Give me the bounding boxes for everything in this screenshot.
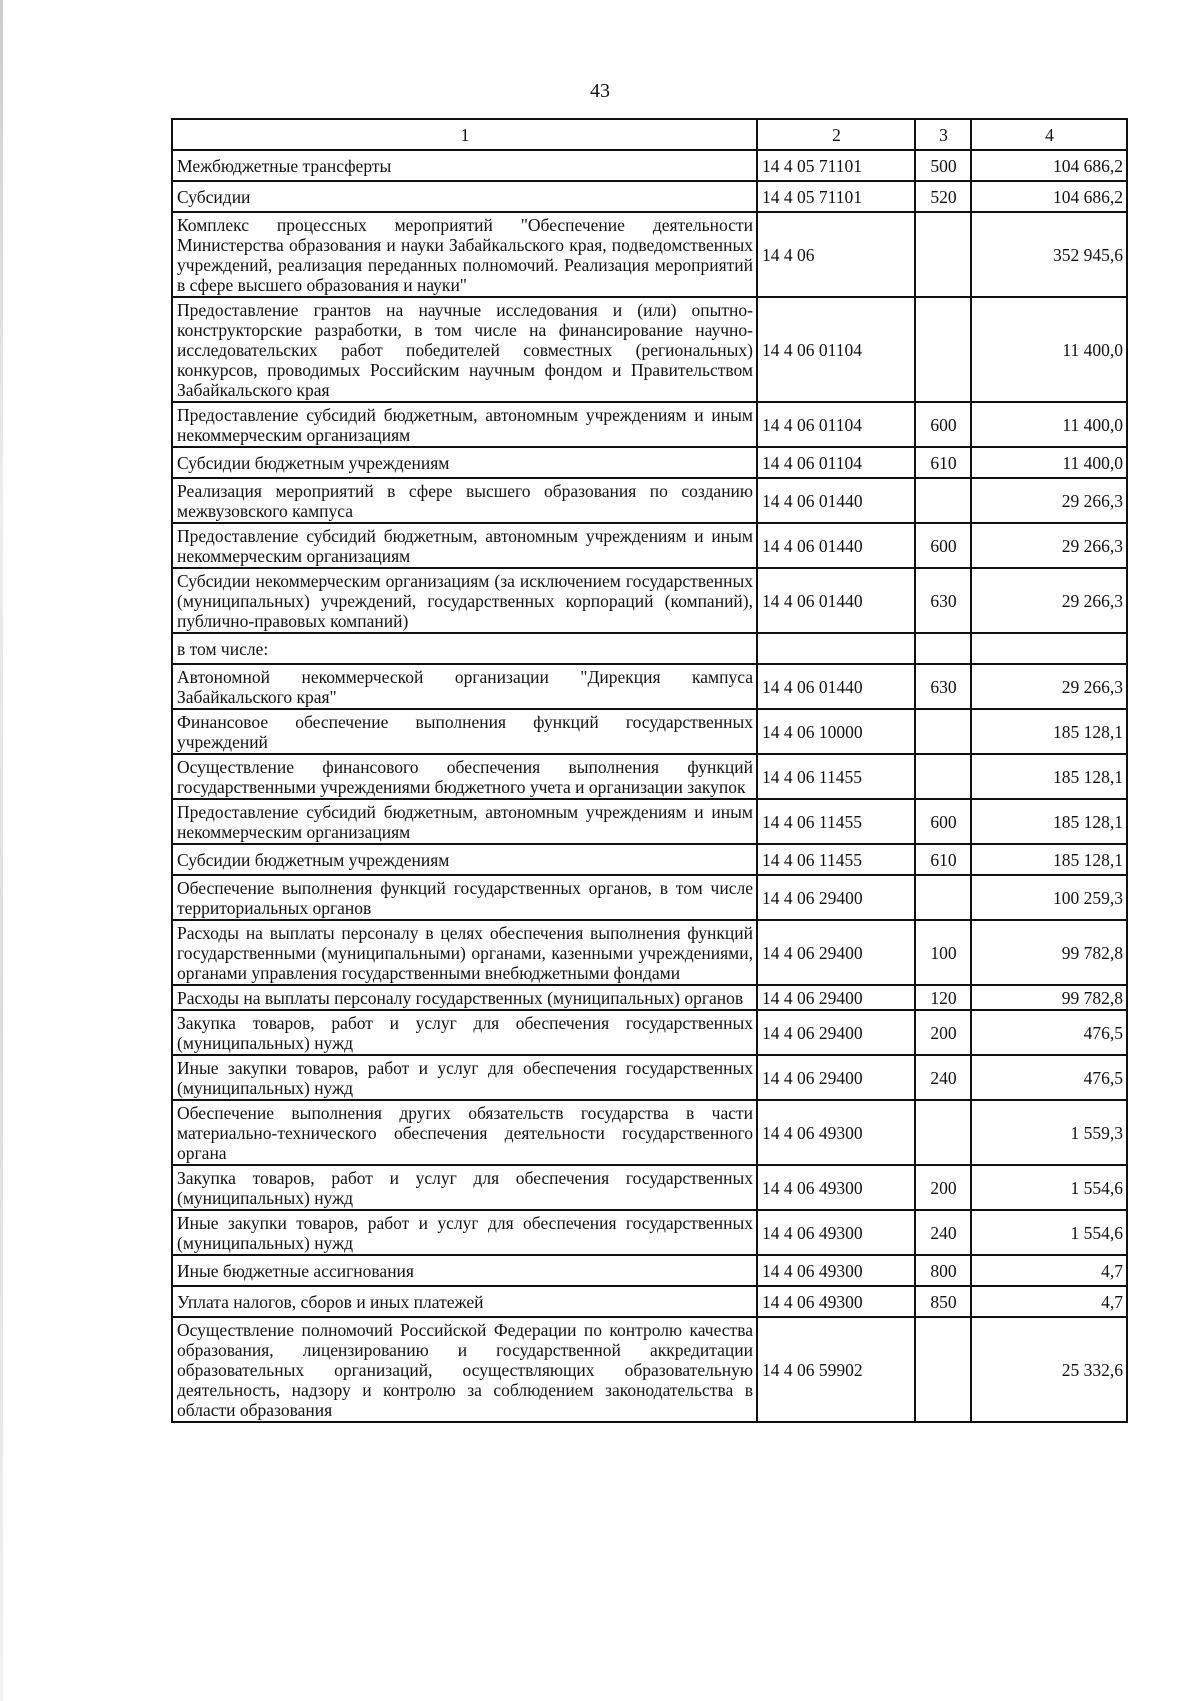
- table-row: [172, 875, 1127, 920]
- header-col-1: 1: [172, 119, 757, 150]
- row-name: в том числе:: [172, 633, 757, 664]
- row-name: Реализация мероприятий в сфере высшего образования по созданию межвузовского кампуса: [172, 478, 757, 523]
- row-type: 610: [915, 447, 971, 478]
- table-row: [172, 664, 1127, 709]
- table-header-row: [172, 119, 1127, 150]
- row-type: [915, 1317, 971, 1422]
- table-row: [172, 709, 1127, 754]
- row-code: 14 4 06 49300: [757, 1255, 915, 1286]
- row-code: 14 4 06 01440: [757, 523, 915, 568]
- row-name: Субсидии бюджетным учреждениям: [172, 447, 757, 478]
- row-amount: 1 554,6: [971, 1210, 1127, 1255]
- header-col-2: 2: [757, 119, 915, 150]
- row-code: 14 4 06 29400: [757, 920, 915, 985]
- row-amount: 29 266,3: [971, 478, 1127, 523]
- table-row: [172, 1255, 1127, 1286]
- row-type: 500: [915, 150, 971, 181]
- row-amount: 100 259,3: [971, 875, 1127, 920]
- row-type: [915, 709, 971, 754]
- row-amount: 352 945,6: [971, 212, 1127, 297]
- row-amount: 29 266,3: [971, 568, 1127, 633]
- table-row: [172, 1317, 1127, 1422]
- row-type: [915, 478, 971, 523]
- table-row: [172, 844, 1127, 875]
- row-code: 14 4 06 01440: [757, 568, 915, 633]
- row-amount: 185 128,1: [971, 799, 1127, 844]
- row-name: Финансовое обеспечение выполнения функций государственных учреждений: [172, 709, 757, 754]
- table-row: [172, 478, 1127, 523]
- row-code: 14 4 06 49300: [757, 1100, 915, 1165]
- row-amount: 1 559,3: [971, 1100, 1127, 1165]
- row-code: 14 4 06 11455: [757, 754, 915, 799]
- row-code: 14 4 06 10000: [757, 709, 915, 754]
- row-code: 14 4 06 49300: [757, 1165, 915, 1210]
- row-code: 14 4 05 71101: [757, 181, 915, 212]
- row-name: Предоставление субсидий бюджетным, автономным учреждениям и иным некоммерческим организациям: [172, 523, 757, 568]
- table-row: [172, 1010, 1127, 1055]
- row-code: 14 4 06 29400: [757, 1055, 915, 1100]
- row-amount: 185 128,1: [971, 709, 1127, 754]
- row-code: 14 4 06 01104: [757, 402, 915, 447]
- row-name: Обеспечение выполнения других обязательств государства в части материально-технического обеспечения деятельности государственного органа: [172, 1100, 757, 1165]
- row-code: 14 4 05 71101: [757, 150, 915, 181]
- row-type: [915, 212, 971, 297]
- row-code: 14 4 06 49300: [757, 1286, 915, 1317]
- row-type: 520: [915, 181, 971, 212]
- row-code: 14 4 06 29400: [757, 875, 915, 920]
- row-name: Предоставление грантов на научные исследования и (или) опытно-конструкторские разработки, в том числе на финансирование научно-исследовательских работ победителей совместных (региональных) конкурсов, проводимых Российским научным фондом и Правительством Забайкальского края: [172, 297, 757, 402]
- row-amount: 476,5: [971, 1055, 1127, 1100]
- row-amount: 476,5: [971, 1010, 1127, 1055]
- row-type: 600: [915, 523, 971, 568]
- row-type: 200: [915, 1165, 971, 1210]
- row-name: Уплата налогов, сборов и иных платежей: [172, 1286, 757, 1317]
- row-amount: 104 686,2: [971, 150, 1127, 181]
- row-amount: 11 400,0: [971, 297, 1127, 402]
- row-code: 14 4 06 49300: [757, 1210, 915, 1255]
- row-type: [915, 875, 971, 920]
- row-type: [915, 633, 971, 664]
- table-row: [172, 1165, 1127, 1210]
- row-amount: 104 686,2: [971, 181, 1127, 212]
- row-type: [915, 754, 971, 799]
- row-name: Закупка товаров, работ и услуг для обеспечения государственных (муниципальных) нужд: [172, 1010, 757, 1055]
- row-type: 240: [915, 1210, 971, 1255]
- row-name: Иные закупки товаров, работ и услуг для обеспечения государственных (муниципальных) нужд: [172, 1210, 757, 1255]
- row-name: Расходы на выплаты персоналу в целях обеспечения выполнения функций государственными (муниципальными) органами, казенными учреждениями, органами управления государственными внебюджетными фондами: [172, 920, 757, 985]
- table-row: [172, 1210, 1127, 1255]
- table-row: [172, 212, 1127, 297]
- table-row: [172, 447, 1127, 478]
- row-amount: 185 128,1: [971, 754, 1127, 799]
- row-amount: 4,7: [971, 1255, 1127, 1286]
- row-amount: 11 400,0: [971, 402, 1127, 447]
- row-amount: 185 128,1: [971, 844, 1127, 875]
- row-type: 200: [915, 1010, 971, 1055]
- row-name: Субсидии бюджетным учреждениям: [172, 844, 757, 875]
- row-code: 14 4 06 29400: [757, 985, 915, 1010]
- row-name: Обеспечение выполнения функций государственных органов, в том числе территориальных органов: [172, 875, 757, 920]
- row-type: 240: [915, 1055, 971, 1100]
- row-type: 800: [915, 1255, 971, 1286]
- row-name: Субсидии некоммерческим организациям (за исключением государственных (муниципальных) учреждений, государственных корпораций (компаний), публично-правовых компаний): [172, 568, 757, 633]
- table-row: [172, 402, 1127, 447]
- row-name: Межбюджетные трансферты: [172, 150, 757, 181]
- row-code: 14 4 06 01104: [757, 447, 915, 478]
- table-row: [172, 1055, 1127, 1100]
- row-amount: 29 266,3: [971, 664, 1127, 709]
- header-col-4: 4: [971, 119, 1127, 150]
- row-name: Иные закупки товаров, работ и услуг для обеспечения государственных (муниципальных) нужд: [172, 1055, 757, 1100]
- table-body: [172, 150, 1127, 1422]
- row-code: 14 4 06 59902: [757, 1317, 915, 1422]
- row-type: 850: [915, 1286, 971, 1317]
- budget-table: [171, 118, 1128, 1423]
- table-row: [172, 1100, 1127, 1165]
- table-row: [172, 181, 1127, 212]
- row-name: Осуществление финансового обеспечения выполнения функций государственными учреждениями бюджетного учета и организации закупок: [172, 754, 757, 799]
- row-amount: 25 332,6: [971, 1317, 1127, 1422]
- table-row: [172, 568, 1127, 633]
- row-name: Закупка товаров, работ и услуг для обеспечения государственных (муниципальных) нужд: [172, 1165, 757, 1210]
- row-type: [915, 297, 971, 402]
- row-name: Иные бюджетные ассигнования: [172, 1255, 757, 1286]
- row-amount: 99 782,8: [971, 985, 1127, 1010]
- row-type: 120: [915, 985, 971, 1010]
- row-amount: 11 400,0: [971, 447, 1127, 478]
- table-row: [172, 985, 1127, 1010]
- table-row: [172, 633, 1127, 664]
- table-row: [172, 754, 1127, 799]
- row-name: Осуществление полномочий Российской Федерации по контролю качества образования, лицензированию и государственной аккредитации образовательных организаций, осуществляющих образовательную деятельность, надзору и контролю за соблюдением законодательства в области образования: [172, 1317, 757, 1422]
- row-code: 14 4 06 11455: [757, 844, 915, 875]
- row-amount: 4,7: [971, 1286, 1127, 1317]
- row-amount: 99 782,8: [971, 920, 1127, 985]
- row-code: 14 4 06 29400: [757, 1010, 915, 1055]
- row-name: Расходы на выплаты персоналу государственных (муниципальных) органов: [172, 985, 757, 1010]
- row-code: [757, 633, 915, 664]
- row-type: 600: [915, 402, 971, 447]
- row-type: 630: [915, 664, 971, 709]
- row-code: 14 4 06 11455: [757, 799, 915, 844]
- scan-edge: [0, 0, 3, 1701]
- row-name: Предоставление субсидий бюджетным, автономным учреждениям и иным некоммерческим организациям: [172, 402, 757, 447]
- row-code: 14 4 06 01104: [757, 297, 915, 402]
- row-type: 100: [915, 920, 971, 985]
- row-type: 630: [915, 568, 971, 633]
- row-name: Комплекс процессных мероприятий "Обеспечение деятельности Министерства образования и науки Забайкальского края, подведомственных учреждений, реализация переданных полномочий. Реализация мероприятий в сфере высшего образования и науки": [172, 212, 757, 297]
- row-name: Предоставление субсидий бюджетным, автономным учреждениям и иным некоммерческим организациям: [172, 799, 757, 844]
- table-row: [172, 150, 1127, 181]
- row-name: Субсидии: [172, 181, 757, 212]
- row-code: 14 4 06 01440: [757, 664, 915, 709]
- table-row: [172, 799, 1127, 844]
- row-amount: 1 554,6: [971, 1165, 1127, 1210]
- table-row: [172, 1286, 1127, 1317]
- row-amount: 29 266,3: [971, 523, 1127, 568]
- header-col-3: 3: [915, 119, 971, 150]
- row-type: 600: [915, 799, 971, 844]
- row-type: [915, 1100, 971, 1165]
- row-code: 14 4 06: [757, 212, 915, 297]
- row-code: 14 4 06 01440: [757, 478, 915, 523]
- row-name: Автономной некоммерческой организации "Дирекция кампуса Забайкальского края": [172, 664, 757, 709]
- row-amount: [971, 633, 1127, 664]
- table-row: [172, 523, 1127, 568]
- table-row: [172, 297, 1127, 402]
- row-type: 610: [915, 844, 971, 875]
- table-row: [172, 920, 1127, 985]
- page-number: 43: [590, 80, 610, 102]
